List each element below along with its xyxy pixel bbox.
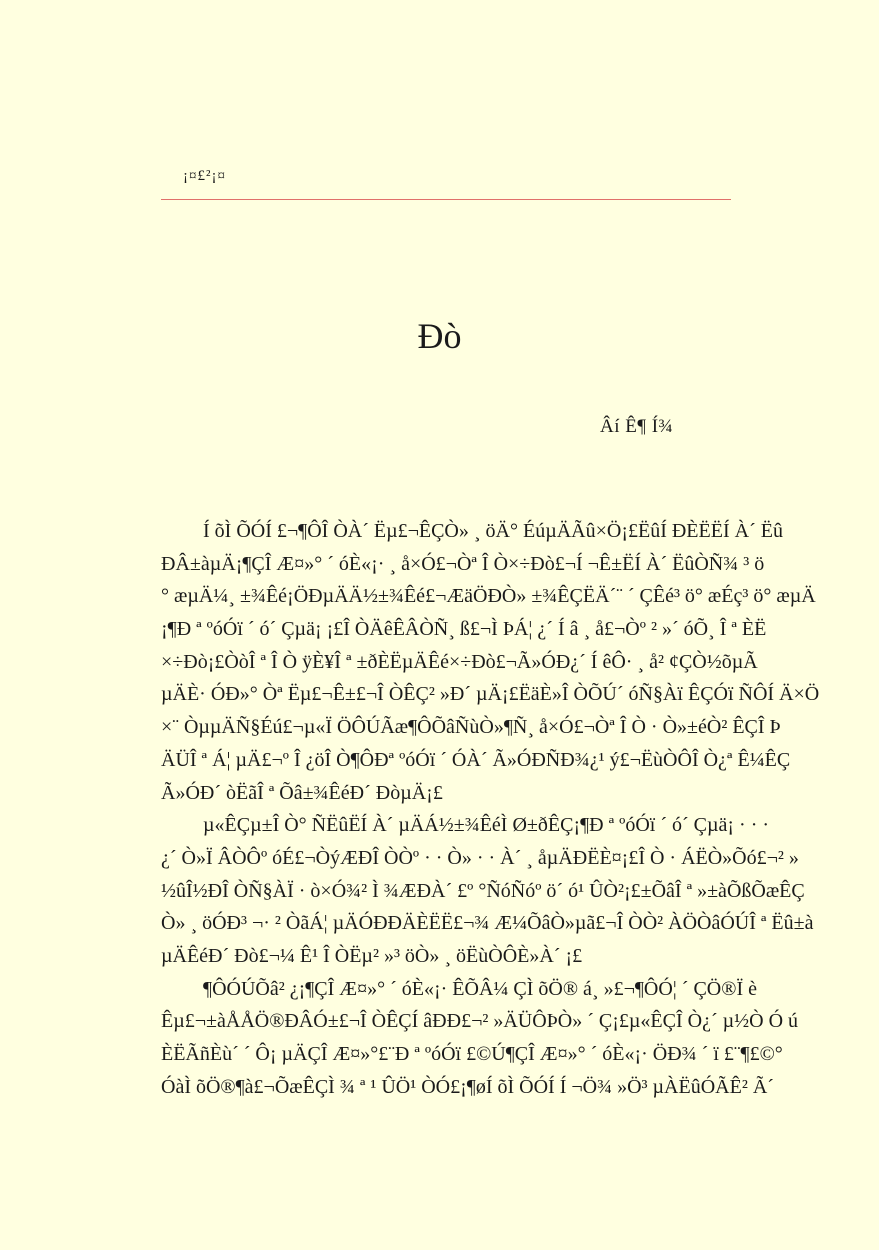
text-line: ÓàÌ õÖ®¶à£¬ÕæÊÇÌ ¾ ª ¹ ÛÖ¹ ÒÓ£¡¶øÍ õÌ ÕÓÍ Í ¬Ö¾ »Ö³ µÀËûÓÃÊ² Ã´ <box>161 1075 774 1098</box>
text-line: Ã»ÓÐ´ òËãÎ ª Õâ±¾ÊéÐ´ ÐòµÄ¡£ <box>161 781 443 804</box>
text-line: ÐÂ±àµÄ¡¶ÇÎ Æ¤»° ´ óÈ«¡· ¸ å×Ó£¬Òª Î Ò×÷Ðò£¬Í ¬Ê±ËÍ À´ ËûÒÑ¾ ³ ö <box>161 552 765 575</box>
text-line: Ò» ¸ öÓÐ³ ¬· ² ÒãÁ¦ µÄÓÐÐÄÈËË£¬¾ Æ¼ÕâÒ»µã£¬Î ÒÒ² ÀÖÒâÓÚÎ ª Ëû±à <box>161 912 814 935</box>
text-line: Í õÌ ÕÓÍ £¬¶ÔÎ ÒÀ´ Ëµ£¬ÊÇÒ» ¸ öÄ° ÉúµÄÃû×Ö¡£ËûÍ ÐÈËËÍ À´ Ëû <box>203 520 783 542</box>
text-line: ÈËÃñÈù´ ´ Ô¡ µÄÇÎ Æ¤»°£¨Ð ª ºóÓï £©Ú¶ÇÎ Æ¤»° ´ óÈ«¡· ÖÐ¾ ´ ï £¨¶£©° <box>161 1043 783 1065</box>
text-line: ×¨ ÒµµÄÑ§Éú£¬µ«Ï ÖÔÚÃæ¶ÔÕâÑùÒ»¶Ñ¸ å×Ó£¬Òª Î Ò · Ò»±éÒ² ÊÇÎ Þ <box>161 716 781 739</box>
text-line: ¶ÔÓÚÕâ² ¿¡¶ÇÎ Æ¤»° ´ óÈ«¡· ÊÕÂ¼ ÇÌ õÖ® á¸ »£¬¶ÔÓ¦ ´ ÇÖ®Ï è <box>203 977 757 1000</box>
text-line: ÄÜÎ ª Á¦ µÄ£¬º Î ¿öÎ Ò¶ÔÐª ºóÓï ´ ÓÀ´ Ã»ÓÐÑÐ¾¿¹ ý£¬ËùÒÔÎ Ò¿ª Ê¼ÊÇ <box>161 748 791 771</box>
header-rule <box>161 199 731 200</box>
paragraph <box>161 973 799 1104</box>
paragraph <box>161 515 820 809</box>
text-line: µÄÈ· ÓÐ»° Òª Ëµ£¬Ê±£¬Î ÒÊÇ² »Ð´ µÄ¡£ËäÈ»Î ÒÕÚ´ óÑ§Àï ÊÇÓï ÑÔÍ Ä×Ö <box>161 683 820 706</box>
text-line: µÄÊéÐ´ Ðò£¬¼ Ê¹ Î ÒËµ² »³ öÒ» ¸ öËùÒÔÈ»À´ ¡£ <box>161 944 583 967</box>
document-title: Ðò <box>417 316 462 356</box>
text-line: ×÷Ðò¡£ÒòÎ ª Î Ò ÿÈ¥Î ª ±ðÈËµÄÊé×÷Ðò£¬Ã»ÓÐ¿´ Í êÔ· ¸ å² ¢ÇÒ½õµÃ <box>161 650 758 673</box>
text-line: µ«ÊÇµ±Î Ò° ÑËûËÍ À´ µÄÁ½±¾ÊéÌ Ø±ðÊÇ¡¶Ð ª ºóÓï ´ ó´ Çµä¡ · · · <box>203 814 770 837</box>
paragraph <box>161 809 814 972</box>
text-line: ¿´ Ò»Ï ÂÒÔº óÉ£¬ÒýÆÐÎ ÒÒº · · Ò» · · À´ ¸ åµÄÐËÈ¤¡£Î Ò · ÁËÒ»Õó£¬² » <box>161 846 799 869</box>
text-line: ½ûÎ½ÐÎ ÒÑ§ÀÏ · ò×Ó¾² Ì ¾ÆÐÀ´ £º °ÑóÑóº ö´ ó¹ ÛÒ²¡£±ÕâÎ ª »±àÕßÕæÊÇ <box>161 879 805 902</box>
text-line: ¡¶Ð ª ºóÓï ´ ó´ Çµä¡ ¡£Î ÒÄêÊÂÒÑ¸ ß£¬Ì ÞÁ¦ ¿´ Í â ¸ å£¬Òº ² »´ óÕ¸ Î ª ÈË <box>161 618 767 641</box>
text-line: Êµ£¬±àÅÅÖ®ÐÂÓ±£¬Î ÒÊÇÍ âÐÐ£¬² »ÄÜÔÞÒ» ´ Ç¡£µ«ÊÇÎ Ò¿´ µ½Ò Ó ú <box>161 1010 799 1033</box>
body-text <box>161 515 820 1103</box>
author-name: Âí Ê¶ Í¾ <box>600 416 674 437</box>
header-mark: ¡¤£²¡¤ <box>183 168 226 184</box>
text-line: ° æµÄ¼¸ ±¾Êé¡ÖÐµÄÄ½±¾Êé£¬ÆäÖÐÒ» ±¾ÊÇËÄ´¨ ´ ÇÊé³ ö° æÉç³ ö° æµÄ <box>161 585 816 608</box>
